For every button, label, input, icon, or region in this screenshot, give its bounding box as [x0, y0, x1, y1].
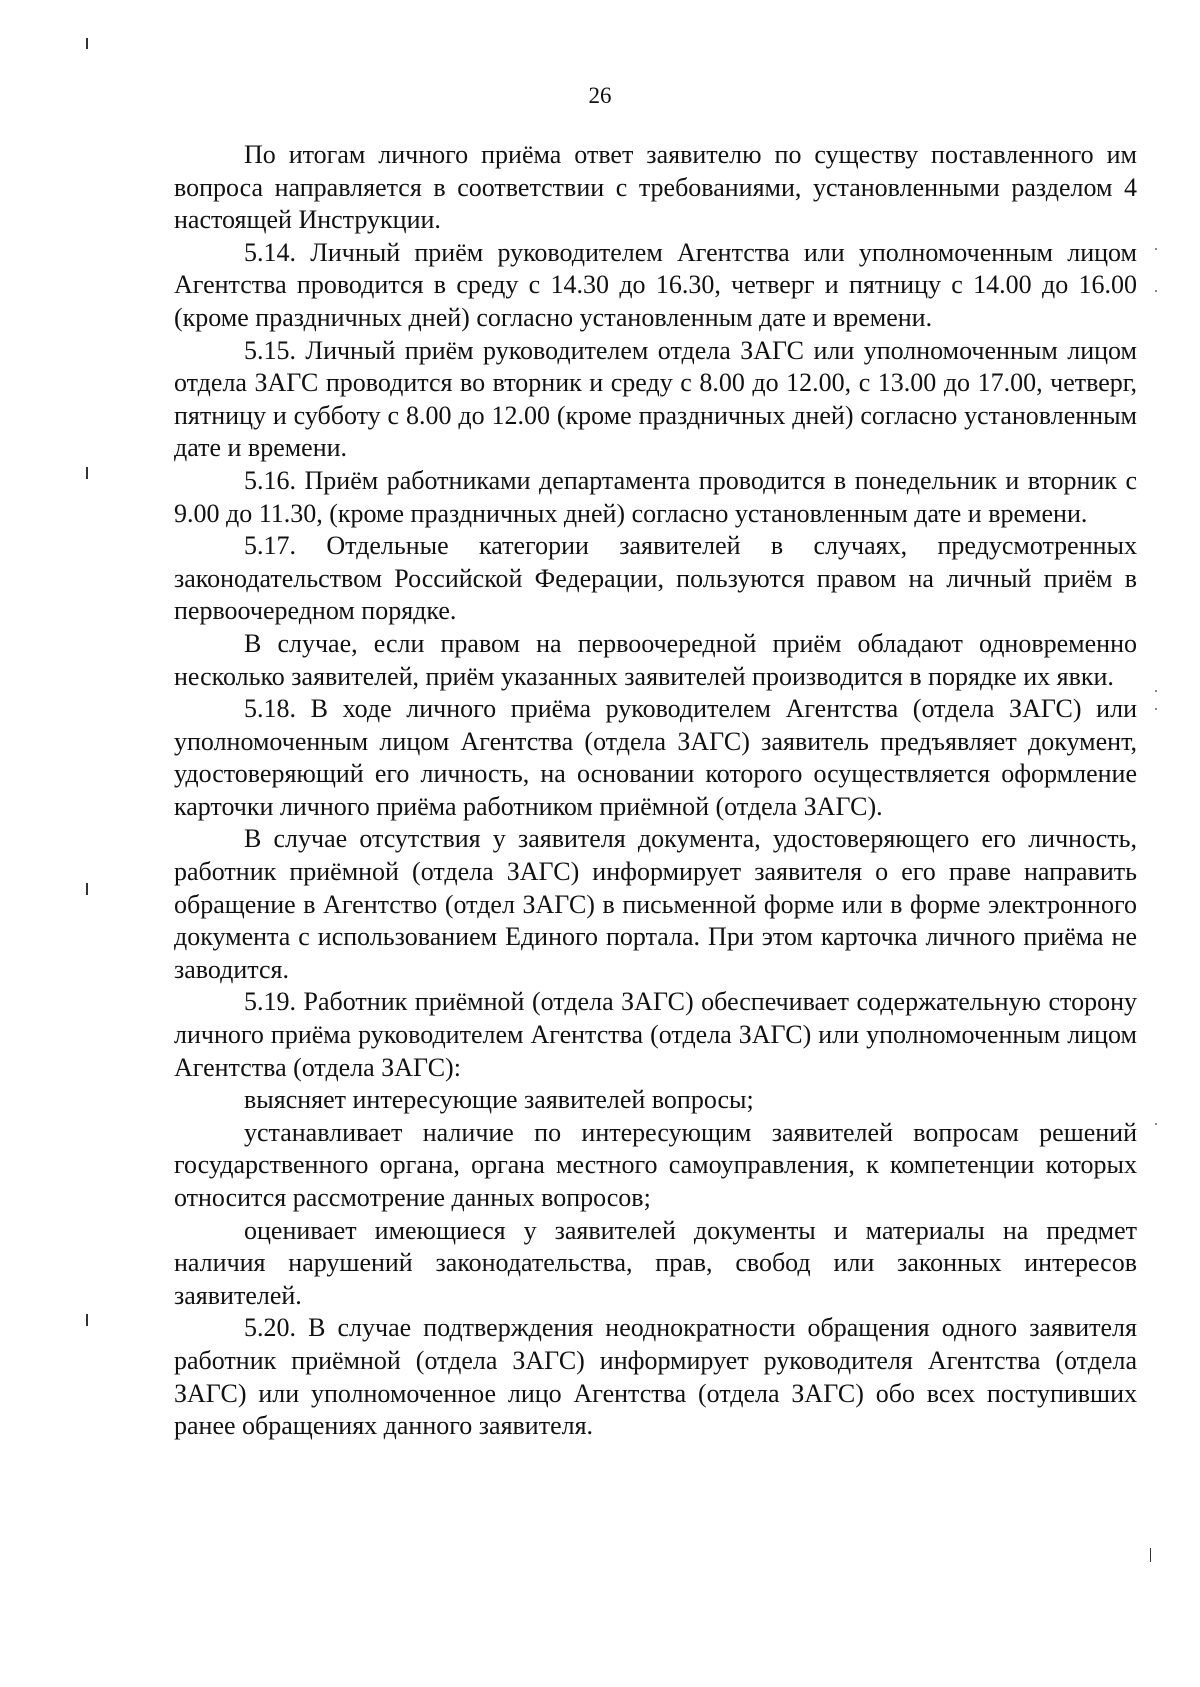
document-body [174, 139, 1137, 1443]
scan-mark [1150, 1548, 1151, 1562]
scan-speck [1155, 290, 1157, 292]
paragraph: 5.18. В ходе личного приёма руководителем Агентства (отдела ЗАГС) или уполномоченным лицом Агентства (отдела ЗАГС) заявитель предъявляет документ, удостоверяющий его личность, на основании которого осуществляется оформление карточки личного приёма работником приёмной (отдела ЗАГС). [174, 694, 1137, 821]
paragraph: 5.16. Приём работниками департамента проводится в понедельник и вторник с 9.00 до 11.30, (кроме праздничных дней) согласно установленным дате и времени. [174, 465, 1137, 528]
list-item: выясняет интересующие заявителей вопросы; [244, 1085, 754, 1115]
list-item: оценивает имеющиеся у заявителей документы и материалы на предмет наличия нарушений законодательства, прав, свобод или законных интересов заявителей. [174, 1215, 1137, 1310]
paragraph: 5.20. В случае подтверждения неоднократности обращения одного заявителя работник приёмной (отдела ЗАГС) информирует руководителя Агентства (отдела ЗАГС) или уполномоченное лицо Агентства (отдела ЗАГС) обо всех поступивших ранее обращениях данного заявителя. [174, 1313, 1137, 1441]
scan-mark [86, 1314, 88, 1326]
paragraph: По итогам личного приёма ответ заявителю по существу поставленного им вопроса направляется в соответствии с требованиями, установленными разделом 4 настоящей Инструкции. [174, 140, 1137, 235]
scan-mark [86, 467, 88, 479]
scan-mark [86, 883, 88, 895]
paragraph: 5.17. Отдельные категории заявителей в случаях, предусмотренных законодательством Российской Федерации, пользуются правом на личный приём в первоочередном порядке. [174, 531, 1137, 626]
list-item: устанавливает наличие по интересующим заявителей вопросам решений государственного органа, органа местного самоуправления, к компетенции которых относится рассмотрение данных вопросов; [174, 1117, 1137, 1212]
paragraph: В случае, если правом на первоочередной приём обладают одновременно несколько заявителей, приём указанных заявителей производится в порядке их явки. [174, 628, 1137, 691]
scan-speck [1155, 708, 1157, 710]
paragraph: 5.15. Личный приём руководителем отдела ЗАГС или уполномоченным лицом отдела ЗАГС проводится во вторник и среду с 8.00 до 12.00, с 13.00 до 17.00, четверг, пятницу и субботу с 8.00 до 12.00 (кроме праздничных дней) согласно установленным дате и времени. [174, 335, 1137, 463]
scan-speck [1155, 1123, 1157, 1125]
scan-speck [1155, 690, 1157, 692]
paragraph: 5.14. Личный приём руководителем Агентства или уполномоченным лицом Агентства проводится в среду с 14.30 до 16.30, четверг и пятницу с 14.00 до 16.00 (кроме праздничных дней) согласно установленным дате и времени. [174, 237, 1137, 332]
paragraph: В случае отсутствия у заявителя документа, удостоверяющего его личность, работник приёмной (отдела ЗАГС) информирует заявителя о его праве направить обращение в Агентство (отдел ЗАГС) в письменной форме или в форме электронного документа с использованием Единого портала. При этом карточка личного приёма не заводится. [174, 824, 1137, 984]
scan-speck [1155, 248, 1157, 250]
page-number: 26 [588, 83, 612, 108]
paragraph: 5.19. Работник приёмной (отдела ЗАГС) обеспечивает содержательную сторону личного приёма руководителем Агентства (отдела ЗАГС) или уполномоченным лицом Агентства (отдела ЗАГС): [174, 987, 1137, 1082]
scan-mark [86, 38, 88, 49]
